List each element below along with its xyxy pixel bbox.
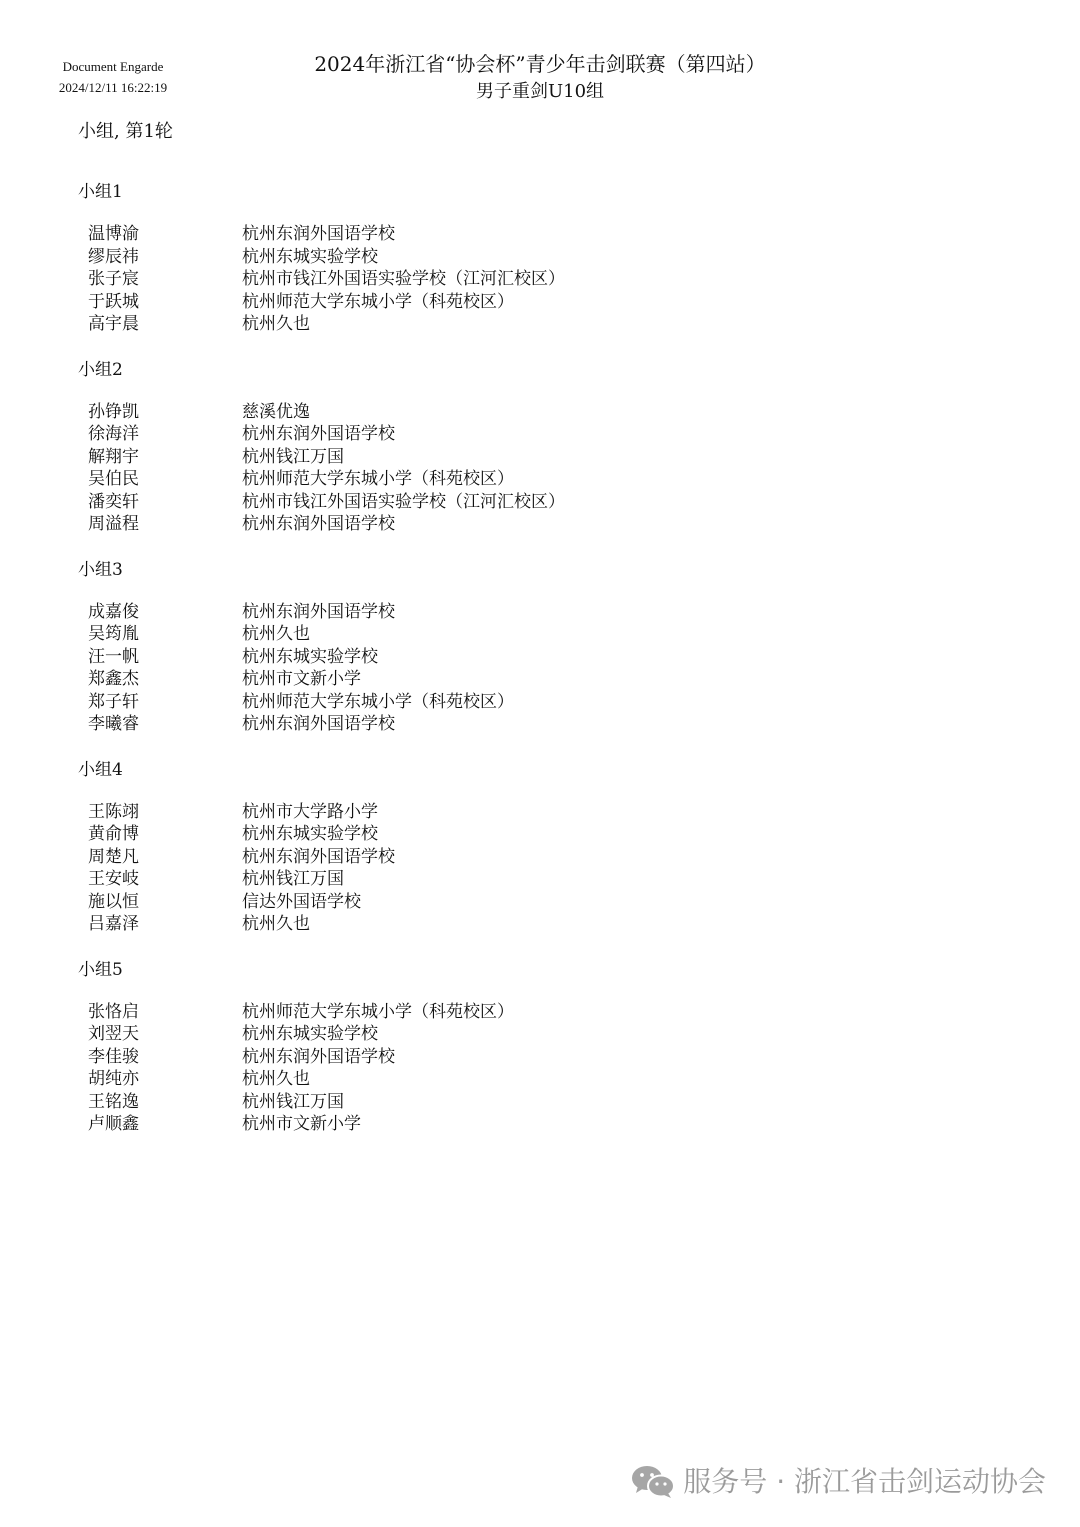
fencer-row [78, 246, 978, 269]
fencer-club: 杭州久也 [242, 624, 310, 644]
fencer-club: 杭州市钱江外国语实验学校（江河汇校区） [242, 269, 565, 289]
fencer-row [78, 1046, 978, 1069]
fencer-club: 杭州久也 [242, 914, 310, 934]
fencer-club: 杭州东润外国语学校 [242, 514, 395, 534]
fencer-row [78, 868, 978, 891]
fencer-name: 卢顺鑫 [88, 1114, 139, 1134]
fencer-row [78, 691, 978, 714]
fencer-name: 缪辰祎 [88, 246, 139, 267]
fencer-name: 潘奕轩 [88, 491, 139, 512]
fencer-name: 吕嘉泽 [88, 914, 139, 934]
pool-name: 小组1 [78, 182, 123, 202]
fencer-club: 杭州师范大学东城小学（科苑校区） [242, 1001, 514, 1022]
pool-section [78, 356, 978, 536]
wechat-icon [631, 1464, 675, 1500]
fencer-row [78, 446, 978, 469]
pool-name: 小组2 [78, 359, 123, 380]
fencer-row [78, 423, 978, 446]
pool-name: 小组3 [78, 559, 123, 580]
fencer-club: 杭州东润外国语学校 [242, 424, 395, 444]
fencer-row [78, 1001, 978, 1024]
fencer-name: 郑子轩 [88, 691, 139, 712]
account-watermark [631, 1462, 1046, 1502]
fencer-club: 杭州市钱江外国语实验学校（江河汇校区） [242, 491, 565, 512]
fencer-name: 胡纯亦 [88, 1069, 139, 1089]
fencer-club: 杭州东润外国语学校 [242, 224, 395, 244]
fencer-club: 杭州市文新小学 [242, 669, 361, 689]
fencer-row [78, 268, 978, 291]
fencer-name: 张恪启 [88, 1001, 139, 1022]
fencer-name: 王陈翊 [88, 801, 139, 822]
fencer-club: 杭州东润外国语学校 [242, 846, 395, 867]
fencer-name: 温博渝 [88, 224, 139, 244]
fencer-club: 杭州钱江万国 [242, 869, 344, 889]
fencer-club: 杭州东城实验学校 [242, 824, 378, 844]
pool-name: 小组5 [78, 959, 123, 980]
fencer-name: 施以恒 [88, 891, 139, 912]
fencer-row [78, 891, 978, 914]
fencer-club: 杭州东城实验学校 [242, 246, 378, 267]
fencer-row [78, 801, 978, 824]
fencer-row [78, 823, 978, 846]
fencer-name: 吴筠胤 [88, 624, 139, 644]
fencer-name: 解翔宇 [88, 446, 139, 467]
pool-name: 小组4 [78, 759, 123, 780]
pool-section [78, 556, 978, 736]
fencer-row [78, 223, 978, 246]
fencer-name: 吴伯民 [88, 469, 139, 489]
fencer-club: 杭州东润外国语学校 [242, 1046, 395, 1067]
fencer-club: 杭州东润外国语学校 [242, 601, 395, 622]
fencer-row [78, 1023, 978, 1046]
fencer-club: 杭州师范大学东城小学（科苑校区） [242, 291, 514, 312]
fencer-name: 李曦睿 [88, 714, 139, 734]
fencer-name: 高宇晨 [88, 314, 139, 334]
fencer-row [78, 401, 978, 424]
fencer-row [78, 913, 978, 936]
fencer-name: 黄俞博 [88, 824, 139, 844]
fencer-row [78, 1068, 978, 1091]
fencer-row [78, 291, 978, 314]
fencer-row [78, 1091, 978, 1114]
fencer-row [78, 468, 978, 491]
fencer-club: 杭州市文新小学 [242, 1114, 361, 1134]
pool-section [78, 178, 978, 336]
fencer-row [78, 313, 978, 336]
fencer-club: 杭州钱江万国 [242, 446, 344, 467]
document-header [0, 50, 1080, 106]
fencer-club: 杭州久也 [242, 1069, 310, 1089]
print-timestamp: 2024/12/11 16:22:19 [58, 80, 168, 95]
fencer-club: 杭州师范大学东城小学（科苑校区） [242, 691, 514, 712]
fencer-name: 周楚凡 [88, 846, 139, 867]
fencer-name: 于跃城 [88, 291, 139, 312]
fencer-club: 信达外国语学校 [242, 891, 361, 912]
fencer-row [78, 491, 978, 514]
fencer-name: 刘翌天 [88, 1024, 139, 1044]
fencer-row [78, 1113, 978, 1136]
watermark-text: 服务号 · 浙江省击剑运动协会 [683, 1465, 1046, 1498]
fencer-name: 王铭逸 [88, 1091, 139, 1112]
fencer-row [78, 623, 978, 646]
pool-list [78, 178, 978, 1156]
pool-section [78, 956, 978, 1136]
fencer-row [78, 713, 978, 736]
fencer-club: 杭州东润外国语学校 [242, 714, 395, 734]
fencer-name: 汪一帆 [88, 646, 139, 667]
competition-title: 2024年浙江省“协会杯”青少年击剑联赛（第四站） [314, 52, 766, 76]
fencer-name: 王安岐 [88, 869, 139, 889]
fencer-name: 孙铮凯 [88, 401, 139, 422]
fencer-name: 郑鑫杰 [88, 669, 139, 689]
fencer-row [78, 513, 978, 536]
fencer-club: 杭州钱江万国 [242, 1091, 344, 1112]
fencer-club: 杭州东城实验学校 [242, 1024, 378, 1044]
event-subtitle: 男子重剑U10组 [475, 81, 605, 102]
fencer-club: 杭州师范大学东城小学（科苑校区） [242, 469, 514, 489]
round-label: 小组, 第1轮 [78, 121, 173, 142]
fencer-name: 张子宸 [88, 269, 139, 289]
fencer-club: 杭州久也 [242, 314, 310, 334]
fencer-name: 徐海洋 [88, 424, 139, 444]
fencer-name: 成嘉俊 [88, 601, 139, 622]
fencer-row [78, 668, 978, 691]
fencer-row [78, 846, 978, 869]
fencer-club: 杭州市大学路小学 [242, 801, 378, 822]
fencer-row [78, 646, 978, 669]
fencer-club: 慈溪优逸 [242, 401, 310, 422]
pool-section [78, 756, 978, 936]
fencer-name: 李佳骏 [88, 1046, 139, 1067]
software-name: Document Engarde [62, 59, 164, 74]
fencer-row [78, 601, 978, 624]
fencer-name: 周溢程 [88, 514, 139, 534]
fencer-club: 杭州东城实验学校 [242, 646, 378, 667]
